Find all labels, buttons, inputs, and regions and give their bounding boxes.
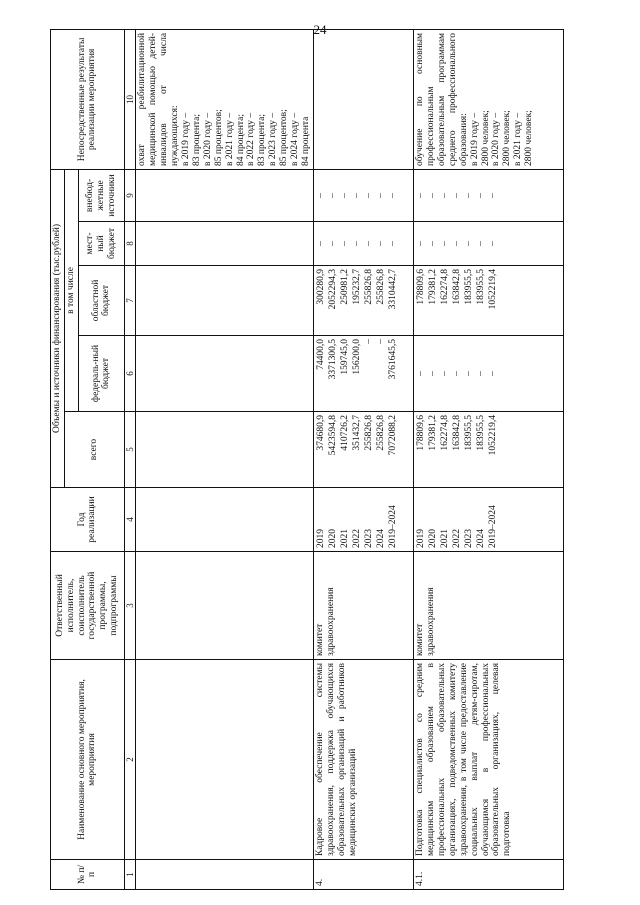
regional-cell: 163842,8	[452, 269, 463, 305]
year-cell: 2024	[376, 529, 387, 548]
local-cell: –	[376, 241, 387, 246]
header-executor: Ответственный исполнитель, соисполнитель государственной программы, подпрограммы	[51, 552, 125, 660]
extrabudget-cell: –	[376, 193, 387, 198]
extrabudget-cell: –	[464, 193, 475, 198]
col-number: 1	[124, 860, 135, 890]
federal-cell: –	[428, 371, 439, 376]
federal-cell: 3371300,5	[328, 339, 339, 380]
header-result: Непосредственные результаты реализации мероприятия	[51, 29, 125, 169]
extrabudget-cell: –	[352, 193, 363, 198]
header-total: всего	[65, 412, 125, 488]
header-extrabudget: внебюд-жетные источники	[78, 169, 124, 221]
extrabudget-cell: –	[364, 193, 375, 198]
local-cell: –	[364, 241, 375, 246]
extrabudget-cell: –	[440, 193, 451, 198]
year-cell: 2023	[464, 529, 475, 548]
result-line: 2800 человек;	[524, 110, 535, 166]
extrabudget-cell: –	[316, 193, 327, 198]
col-number: 2	[124, 660, 135, 860]
regional-cell: 178809,6	[416, 269, 427, 305]
year-cell: 2020	[328, 529, 339, 548]
total-cell: 410726,2	[340, 415, 351, 451]
column-numbers-row	[124, 29, 135, 889]
page-number: 24	[313, 22, 327, 37]
result-line: обучение по основным профессиональным образовательным программам среднего профессионального образования:	[415, 32, 469, 166]
federal-cell: 3761645,5	[388, 339, 399, 380]
federal-cell: 159745,0	[340, 339, 351, 375]
local-cell: –	[316, 241, 327, 246]
year-cell: 2023	[364, 529, 375, 548]
extrabudget-cell: –	[476, 193, 487, 198]
local-cell: –	[340, 241, 351, 246]
total-cell: 179381,2	[428, 415, 439, 451]
header-num: № п/п	[51, 860, 125, 890]
header-regional: областной бюджет	[78, 266, 124, 336]
regional-cell: 250981,2	[340, 269, 351, 305]
federal-cell: –	[452, 371, 463, 376]
regional-cell: 183955,5	[464, 269, 475, 305]
total-cell: 255826,8	[364, 415, 375, 451]
local-cell: –	[452, 241, 463, 246]
activity-name: Кадровое обеспечение системы здравоохранения, поддержка обучающихся образовательных организаций и работников медицинских организаций	[314, 660, 414, 860]
result-line: в 2023 году –	[268, 112, 279, 166]
result-line: в 2019 году –	[469, 112, 480, 166]
local-cell: –	[416, 241, 427, 246]
result-line: 83 процента;	[257, 113, 268, 166]
regional-cell: 183955,5	[476, 269, 487, 305]
col-number: 5	[124, 412, 135, 488]
row-number: 4.1.	[414, 860, 564, 890]
federal-cell: –	[464, 371, 475, 376]
executor: комитет здравоохранения	[314, 552, 414, 660]
local-cell: –	[476, 241, 487, 246]
year-cell: 2019–2024	[488, 505, 499, 548]
extrabudget-cell: –	[488, 193, 499, 198]
regional-cell: 255826,8	[364, 269, 375, 305]
year-cell: 2021	[440, 529, 451, 548]
result-line: в 2022 году –	[246, 112, 257, 166]
federal-cell: –	[364, 339, 375, 344]
activity-name: Подготовка специалистов со средним медицинским образованием в профессиональных образовательных организациях, подведомственных комитету здравоохранения, в том числе предоставление социальных выплат детям-сиротам, обучающимся в профессиональных образовательных организациях, целевая подготовка	[414, 660, 564, 860]
header-year: Год реализации	[51, 488, 125, 552]
result-line: 85 процентов;	[213, 109, 224, 166]
result-line: в 2019 году –	[180, 112, 191, 166]
col-number: 7	[124, 266, 135, 336]
executor: комитет здравоохранения	[414, 552, 564, 660]
year-cell: 2022	[452, 529, 463, 548]
regional-cell: 2052294,3	[328, 269, 339, 310]
result-line: 2800 человек;	[502, 110, 513, 166]
result-line: 84 процента;	[235, 113, 246, 166]
extrabudget-cell: –	[452, 193, 463, 198]
result-line: в 2020 году –	[202, 112, 213, 166]
local-cell: –	[488, 241, 499, 246]
year-cell: 2019	[316, 529, 327, 548]
header-including: в том числе	[65, 169, 79, 411]
result-line: охват реабилитационной медицинской помощью детей-инвалидов от числа нуждающихся:	[137, 32, 181, 166]
result-cell-empty	[314, 29, 414, 169]
local-cell: –	[328, 241, 339, 246]
regional-cell: 3310442,7	[388, 269, 399, 310]
result-line: 83 процента;	[191, 113, 202, 166]
total-cell: 1052219,4	[488, 415, 499, 456]
local-cell: –	[464, 241, 475, 246]
result-line: 84 процента	[301, 116, 312, 166]
local-cell: –	[352, 241, 363, 246]
result-line: 85 процентов;	[279, 109, 290, 166]
header-federal: федераль-ный бюджет	[78, 336, 124, 412]
federal-cell: –	[440, 371, 451, 376]
federal-cell: –	[416, 371, 427, 376]
year-cell: 2022	[352, 529, 363, 548]
header-name: Наименование основного мероприятия, мероприятия	[51, 660, 125, 860]
rotated-table-container	[50, 30, 610, 890]
federal-cell: 156200,0	[352, 339, 363, 375]
year-cell: 2020	[428, 529, 439, 548]
header-local: мест-ный бюджет	[78, 222, 124, 266]
result-line: в 2020 году –	[491, 112, 502, 166]
regional-cell: 300280,9	[316, 269, 327, 305]
result-line: в 2024 году –	[290, 112, 301, 166]
total-cell: 351432,7	[352, 415, 363, 451]
continuation-result	[136, 29, 314, 169]
federal-cell: –	[376, 339, 387, 344]
extrabudget-cell: –	[388, 193, 399, 198]
col-number: 4	[124, 488, 135, 552]
continuation-row	[136, 29, 314, 889]
year-cell: 2021	[340, 529, 351, 548]
col-number: 10	[124, 29, 135, 169]
total-cell: 183955,5	[476, 415, 487, 451]
table-row	[414, 29, 564, 889]
federal-cell: 74400,0	[316, 339, 327, 370]
extrabudget-cell: –	[416, 193, 427, 198]
col-number: 6	[124, 336, 135, 412]
total-cell: 7072088,2	[388, 415, 399, 456]
federal-cell: –	[476, 371, 487, 376]
federal-cell: –	[488, 371, 499, 376]
total-cell: 163842,8	[452, 415, 463, 451]
result-line: 2800 человек;	[480, 110, 491, 166]
result-line: в 2021 году –	[513, 112, 524, 166]
header-funding: Объемы и источники финансирования (тыс.рублей)	[51, 169, 65, 487]
local-cell: –	[388, 241, 399, 246]
total-cell: 374680,9	[316, 415, 327, 451]
year-cell: 2019–2024	[388, 505, 399, 548]
regional-cell: 162274,8	[440, 269, 451, 305]
total-cell: 5423594,8	[328, 415, 339, 456]
result-line: в 2021 году –	[224, 112, 235, 166]
local-cell: –	[428, 241, 439, 246]
total-cell: 183955,5	[464, 415, 475, 451]
regional-cell: 179381,2	[428, 269, 439, 305]
col-number: 8	[124, 222, 135, 266]
extrabudget-cell: –	[340, 193, 351, 198]
row-number: 4.	[314, 860, 414, 890]
year-cell: 2024	[476, 529, 487, 548]
local-cell: –	[440, 241, 451, 246]
total-cell: 162274,8	[440, 415, 451, 451]
total-cell: 178809,6	[416, 415, 427, 451]
regional-cell: 195232,7	[352, 269, 363, 305]
extrabudget-cell: –	[328, 193, 339, 198]
result-cell	[414, 29, 564, 169]
col-number: 9	[124, 169, 135, 221]
extrabudget-cell: –	[428, 193, 439, 198]
funding-table	[50, 29, 564, 890]
col-number: 3	[124, 552, 135, 660]
year-cell: 2019	[416, 529, 427, 548]
total-cell: 255826,8	[376, 415, 387, 451]
regional-cell: 1052219,4	[488, 269, 499, 310]
table-row	[314, 29, 414, 889]
regional-cell: 255826,8	[376, 269, 387, 305]
